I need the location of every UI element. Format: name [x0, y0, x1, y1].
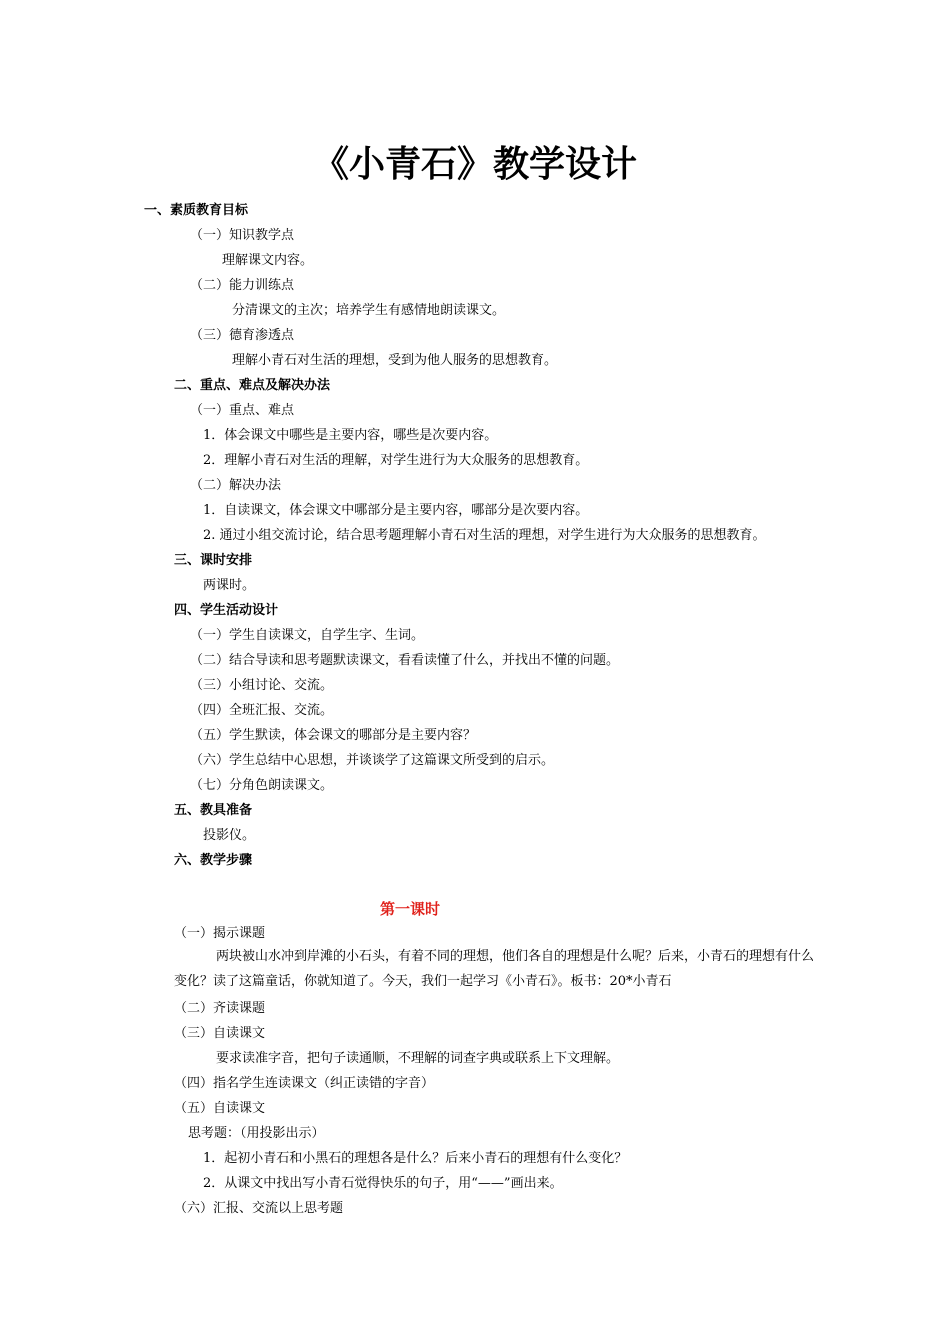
list-item: 2. 通过小组交流讨论，结合思考题理解小青石对生活的理想，对学生进行为大众服务的思想教育。 [203, 528, 766, 543]
section-heading-activities: 四、学生活动设计 [174, 603, 279, 618]
section-heading-steps: 六、教学步骤 [174, 853, 253, 868]
subheading-solutions: （二）解决办法 [190, 478, 282, 493]
list-item: 1．起初小青石和小黑石的理想各是什么？后来小青石的理想有什么变化？ [203, 1151, 628, 1166]
list-item: （五）学生默读，体会课文的哪部分是主要内容？ [190, 728, 477, 743]
step-heading: （三）自读课文 [174, 1026, 266, 1041]
text-line: 两课时。 [203, 578, 256, 593]
list-item: 1．自读课文，体会课文中哪部分是主要内容，哪部分是次要内容。 [203, 503, 589, 518]
list-item: 1．体会课文中哪些是主要内容，哪些是次要内容。 [203, 428, 498, 443]
step-heading: （二）齐读课题 [174, 1001, 266, 1016]
text-line: 分清课文的主次；培养学生有感情地朗读课文。 [232, 303, 506, 318]
list-item: （七）分角色朗读课文。 [190, 778, 334, 793]
list-item: 2．理解小青石对生活的理解，对学生进行为大众服务的思想教育。 [203, 453, 589, 468]
document-title: 《小青石》教学设计 [312, 143, 637, 185]
section-heading-schedule: 三、课时安排 [174, 553, 253, 568]
text-line: 要求读准字音，把句子读通顺，不理解的词查字典或联系上下文理解。 [216, 1051, 620, 1066]
paragraph: 两块被山水冲到岸滩的小石头，有着不同的理想，他们各自的理想是什么呢？后来，小青石的理想有什么变化？读了这篇童话，你就知道了。今天，我们一起学习《小青石》。板书：20*小青石 [174, 949, 815, 989]
subheading-key-difficult: （一）重点、难点 [190, 403, 295, 418]
list-item: （三）小组讨论、交流。 [190, 678, 334, 693]
subheading-moral: （三）德育渗透点 [190, 328, 295, 343]
list-item: （一）学生自读课文，自学生字、生词。 [190, 628, 425, 643]
step-heading: （一）揭示课题 [174, 926, 266, 941]
step-heading: （六）汇报、交流以上思考题 [174, 1201, 344, 1216]
list-item: （六）学生总结中心思想，并谈谈学了这篇课文所受到的启示。 [190, 753, 555, 768]
subheading-knowledge: （一）知识教学点 [190, 228, 295, 243]
list-item: （四）全班汇报、交流。 [190, 703, 334, 718]
lesson-heading: 第一课时 [379, 900, 440, 918]
text-line: 理解课文内容。 [222, 253, 314, 268]
step-heading: （五）自读课文 [174, 1101, 266, 1116]
text-line: 投影仪。 [203, 828, 256, 843]
text-line: 思考题：（用投影出示） [188, 1126, 325, 1141]
step-heading: （四）指名学生连读课文（纠正读错的字音） [174, 1076, 435, 1091]
section-heading-key-points: 二、重点、难点及解决办法 [174, 378, 331, 393]
subheading-ability: （二）能力训练点 [190, 278, 295, 293]
section-heading-goals: 一、素质教育目标 [144, 203, 249, 218]
list-item: （二）结合导读和思考题默读课文，看看读懂了什么，并找出不懂的问题。 [190, 653, 620, 668]
text-line: 理解小青石对生活的理想，受到为他人服务的思想教育。 [232, 353, 558, 368]
list-item: 2．从课文中找出写小青石觉得快乐的句子，用“——”画出来。 [203, 1176, 563, 1191]
section-heading-materials: 五、教具准备 [174, 803, 253, 818]
